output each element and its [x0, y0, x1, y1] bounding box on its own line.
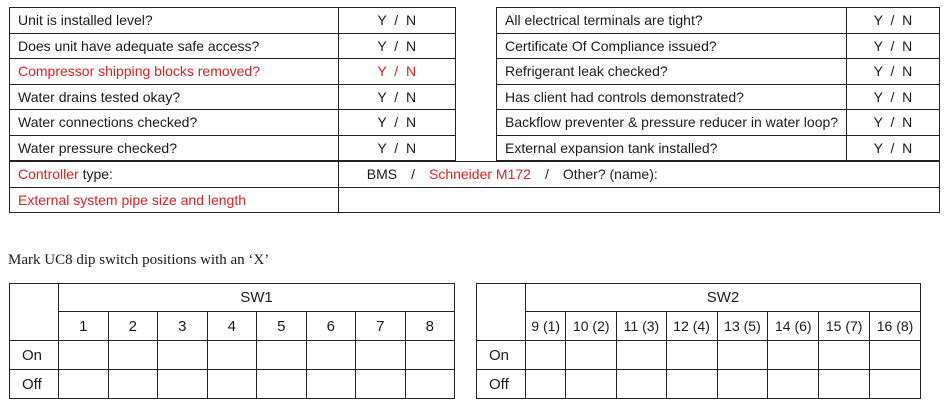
- sw2-header-row: [477, 284, 921, 312]
- sw1-position: 3: [158, 312, 208, 341]
- controller-label-rest: type:: [78, 166, 113, 183]
- checklist-left: [9, 7, 456, 161]
- sw2-position: 16 (8): [870, 312, 921, 341]
- sw2-off-cell[interactable]: [566, 370, 617, 399]
- sw1-off-cell[interactable]: [306, 370, 356, 399]
- sw1-position: 4: [207, 312, 257, 341]
- option-separator: /: [544, 166, 549, 183]
- checklist-row: [10, 135, 456, 161]
- sw2-position: 10 (2): [566, 312, 617, 341]
- sw2-on-cell[interactable]: [768, 341, 819, 370]
- yes-no-answer[interactable]: Y / N: [338, 135, 456, 161]
- sw1-on-cell[interactable]: [108, 341, 158, 370]
- sw1-on-cell[interactable]: [306, 341, 356, 370]
- sw1-on-cell[interactable]: [405, 341, 455, 370]
- sw2-position: 12 (4): [666, 312, 717, 341]
- checklist-row: [497, 84, 940, 110]
- sw2-off-cell[interactable]: [526, 370, 566, 399]
- checklist-row: [10, 59, 456, 85]
- checklist-row: [10, 110, 456, 136]
- sw1-on-cell[interactable]: [257, 341, 307, 370]
- sw1-off-cell[interactable]: [59, 370, 109, 399]
- question: Water drains tested okay?: [10, 84, 339, 110]
- yes-no-answer[interactable]: Y / N: [846, 59, 939, 85]
- sw2-off-cell[interactable]: [717, 370, 768, 399]
- option-separator: /: [411, 166, 415, 183]
- sw1-position: 8: [405, 312, 455, 341]
- sw2-position: 13 (5): [717, 312, 768, 341]
- controller-row: [10, 162, 940, 188]
- sw2-on-cell[interactable]: [870, 341, 921, 370]
- sw2-on-row: [477, 341, 921, 370]
- sw2-position: 15 (7): [819, 312, 870, 341]
- checklist-row: [10, 84, 456, 110]
- yes-no-answer[interactable]: Y / N: [846, 33, 939, 59]
- question: All electrical terminals are tight?: [497, 8, 847, 34]
- sw2-on-cell[interactable]: [526, 341, 566, 370]
- on-label: On: [477, 341, 526, 370]
- question: Water pressure checked?: [10, 135, 339, 161]
- corner-cell: [477, 284, 526, 341]
- sw1-off-cell[interactable]: [108, 370, 158, 399]
- on-label: On: [10, 341, 59, 370]
- sw1-off-cell[interactable]: [207, 370, 257, 399]
- sw2-on-cell[interactable]: [617, 341, 666, 370]
- yes-no-answer[interactable]: Y / N: [846, 135, 939, 161]
- sw1-on-cell[interactable]: [158, 341, 208, 370]
- sw2-off-cell[interactable]: [666, 370, 717, 399]
- sw2-position: 14 (6): [768, 312, 819, 341]
- question: Does unit have adequate safe access?: [10, 33, 339, 59]
- yes-no-answer[interactable]: Y / N: [846, 84, 939, 110]
- sw1-position: 1: [59, 312, 109, 341]
- yes-no-answer[interactable]: Y / N: [338, 33, 456, 59]
- pipe-input-cell[interactable]: [338, 187, 939, 213]
- sw2-on-cell[interactable]: [666, 341, 717, 370]
- option-other[interactable]: Other? (name):: [562, 166, 658, 183]
- sw1-off-cell[interactable]: [356, 370, 406, 399]
- question: Certificate Of Compliance issued?: [497, 33, 847, 59]
- sw2-label: SW2: [526, 284, 921, 312]
- sw1-label: SW1: [59, 284, 455, 312]
- controller-table: [9, 161, 940, 213]
- pipe-row: [10, 187, 940, 213]
- question: Backflow preventer & pressure reducer in water loop?: [497, 110, 847, 136]
- sw2-on-cell[interactable]: [566, 341, 617, 370]
- question: Has client had controls demonstrated?: [497, 84, 847, 110]
- sw1-off-cell[interactable]: [405, 370, 455, 399]
- sw2-off-row: [477, 370, 921, 399]
- question: Compressor shipping blocks removed?: [10, 59, 339, 85]
- sw2-off-cell[interactable]: [768, 370, 819, 399]
- sw1-on-row: [10, 341, 455, 370]
- dip-switch-title: Mark UC8 dip switch positions with an ‘X’: [8, 252, 270, 268]
- controller-label: [10, 162, 339, 188]
- corner-cell: [10, 284, 59, 341]
- checklist-right: [496, 7, 940, 161]
- sw1-position: 2: [108, 312, 158, 341]
- checklist-row: [10, 8, 456, 34]
- checklist-row: [497, 135, 940, 161]
- sw2-table: [476, 283, 921, 399]
- sw1-position: 5: [257, 312, 307, 341]
- sw2-off-cell[interactable]: [870, 370, 921, 399]
- sw1-off-cell[interactable]: [158, 370, 208, 399]
- sw2-off-cell[interactable]: [617, 370, 666, 399]
- sw1-header-row: [10, 284, 455, 312]
- yes-no-answer[interactable]: Y / N: [846, 8, 939, 34]
- sw1-position: 7: [356, 312, 406, 341]
- sw1-table: [9, 283, 455, 399]
- sw1-position-row: [10, 312, 455, 341]
- checklist-row: [10, 33, 456, 59]
- controller-label-red: Controller: [18, 166, 79, 183]
- question: Water connections checked?: [10, 110, 339, 136]
- off-label: Off: [10, 370, 59, 399]
- yes-no-answer[interactable]: Y / N: [846, 110, 939, 136]
- sw2-on-cell[interactable]: [717, 341, 768, 370]
- controller-options: [338, 162, 939, 188]
- sw1-on-cell[interactable]: [207, 341, 257, 370]
- sw1-on-cell[interactable]: [356, 341, 406, 370]
- sw1-position: 6: [306, 312, 356, 341]
- sw1-off-row: [10, 370, 455, 399]
- checklist-row: [497, 33, 940, 59]
- option-schneider[interactable]: Schneider M172: [428, 166, 531, 183]
- sw1-on-cell[interactable]: [59, 341, 109, 370]
- option-bms[interactable]: BMS: [366, 166, 398, 183]
- sw1-off-cell[interactable]: [257, 370, 307, 399]
- sw2-position-row: [477, 312, 921, 341]
- question: External expansion tank installed?: [497, 135, 847, 161]
- yes-no-answer[interactable]: Y / N: [338, 59, 456, 85]
- checklist-row: [497, 59, 940, 85]
- off-label: Off: [477, 370, 526, 399]
- sw2-off-cell[interactable]: [819, 370, 870, 399]
- sw2-position: 9 (1): [526, 312, 566, 341]
- checklist-row: [497, 8, 940, 34]
- pipe-label: External system pipe size and length: [10, 187, 339, 213]
- question: Refrigerant leak checked?: [497, 59, 847, 85]
- yes-no-answer[interactable]: Y / N: [338, 8, 456, 34]
- sw2-on-cell[interactable]: [819, 341, 870, 370]
- sw2-position: 11 (3): [617, 312, 666, 341]
- yes-no-answer[interactable]: Y / N: [338, 84, 456, 110]
- yes-no-answer[interactable]: Y / N: [338, 110, 456, 136]
- question: Unit is installed level?: [10, 8, 339, 34]
- checklist-row: [497, 110, 940, 136]
